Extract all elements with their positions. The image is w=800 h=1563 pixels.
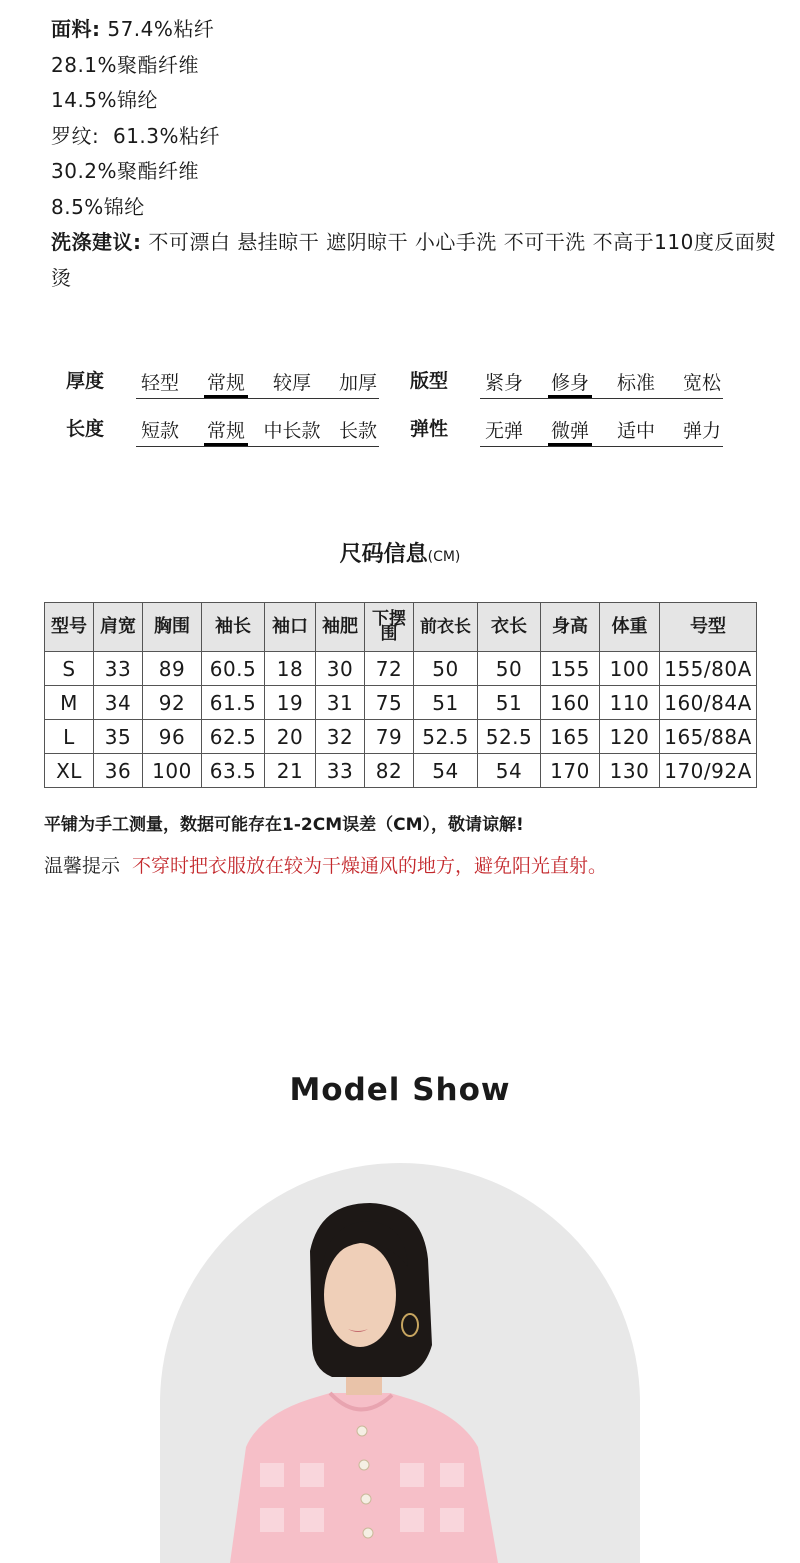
- size-row: [45, 686, 757, 720]
- size-header-cell: 型号: [45, 603, 94, 652]
- attribute-underline: [480, 398, 723, 399]
- size-cell: 160: [541, 686, 600, 720]
- size-cell: M: [45, 686, 94, 720]
- fabric-line: 28.1%聚酯纤维: [51, 52, 200, 77]
- model-show-title: Model Show: [289, 1072, 511, 1108]
- size-cell: 51: [414, 686, 478, 720]
- attribute-name: 长度: [66, 418, 105, 440]
- size-table: [44, 602, 757, 788]
- size-header-cell: 号型: [660, 603, 757, 652]
- attribute-option: 标准: [616, 372, 655, 394]
- size-cell: 54: [414, 754, 478, 788]
- size-cell: 160/84A: [660, 686, 757, 720]
- size-cell: 89: [143, 652, 202, 686]
- size-cell: 75: [365, 686, 414, 720]
- fabric-line: 14.5%锦纶: [51, 88, 159, 112]
- attribute-option: 适中: [616, 420, 655, 442]
- size-cell: 165/88A: [660, 720, 757, 754]
- size-cell: 96: [143, 720, 202, 754]
- size-cell: 20: [265, 720, 316, 754]
- size-header-cell: 袖口: [265, 603, 316, 652]
- model-figure: [160, 1163, 640, 1563]
- size-cell: 170/92A: [660, 754, 757, 788]
- size-cell: 52.5: [414, 720, 478, 754]
- size-cell: 79: [365, 720, 414, 754]
- size-cell: 36: [94, 754, 143, 788]
- size-cell: 62.5: [202, 720, 265, 754]
- attribute-name: 厚度: [66, 370, 105, 392]
- attribute-name: 版型: [410, 370, 449, 392]
- size-row: [45, 720, 757, 754]
- fabric-label: 面料:: [51, 17, 101, 41]
- size-cell: 100: [600, 652, 660, 686]
- size-table-header: [45, 603, 757, 652]
- model-photo: [160, 1163, 640, 1563]
- size-cell: 63.5: [202, 754, 265, 788]
- product-attributes: [0, 360, 800, 460]
- size-cell: 34: [94, 686, 143, 720]
- size-cell: 60.5: [202, 652, 265, 686]
- attribute-underline: [480, 446, 723, 447]
- care-tip: [44, 851, 607, 878]
- tip-text: 不穿时把衣服放在较为干燥通风的地方，避免阳光直射。: [132, 855, 608, 877]
- size-cell: 120: [600, 720, 660, 754]
- attribute-option: 中长款: [263, 420, 321, 442]
- attribute-option: 长款: [338, 420, 377, 442]
- size-header-cell: 体重: [600, 603, 660, 652]
- wash-label: 洗涤建议:: [51, 230, 142, 254]
- size-cell: 33: [94, 652, 143, 686]
- size-cell: 61.5: [202, 686, 265, 720]
- size-cell: 155: [541, 652, 600, 686]
- size-cell: 72: [365, 652, 414, 686]
- size-header-cell: 袖肥: [316, 603, 365, 652]
- size-cell: 92: [143, 686, 202, 720]
- attribute-option: 宽松: [682, 372, 721, 394]
- size-cell: 52.5: [478, 720, 541, 754]
- size-cell: 35: [94, 720, 143, 754]
- size-header-cell: 衣长: [478, 603, 541, 652]
- size-header-cell: 身高: [541, 603, 600, 652]
- size-cell: 31: [316, 686, 365, 720]
- size-row: [45, 754, 757, 788]
- size-cell: 82: [365, 754, 414, 788]
- size-cell: 50: [478, 652, 541, 686]
- wash-text: 不可漂白 悬挂晾干 遮阴晾干 小心手洗 不可干洗 不高于110度反面熨烫: [51, 230, 776, 290]
- size-cell: 21: [265, 754, 316, 788]
- size-cell: 170: [541, 754, 600, 788]
- size-cell: S: [45, 652, 94, 686]
- size-row: [45, 652, 757, 686]
- attribute-option: 较厚: [272, 372, 311, 394]
- attribute-option: 常规: [206, 420, 245, 442]
- rib-line: 8.5%锦纶: [51, 194, 145, 219]
- size-header-cell: 肩宽: [94, 603, 143, 652]
- attribute-option: 紧身: [484, 372, 523, 394]
- size-cell: 110: [600, 686, 660, 720]
- size-cell: 165: [541, 720, 600, 754]
- size-cell: 130: [600, 754, 660, 788]
- size-cell: 50: [414, 652, 478, 686]
- size-cell: 54: [478, 754, 541, 788]
- size-cell: 100: [143, 754, 202, 788]
- size-cell: 18: [265, 652, 316, 686]
- attribute-option: 无弹: [484, 420, 523, 442]
- rib-line: 30.2%聚酯纤维: [51, 159, 200, 183]
- size-cell: 155/80A: [660, 652, 757, 686]
- rib-label: 罗纹:: [51, 123, 100, 148]
- attribute-option: 微弹: [550, 420, 589, 442]
- rib-line: 61.3%粘纤: [112, 123, 221, 148]
- size-cell: 33: [316, 754, 365, 788]
- attribute-option: 加厚: [338, 372, 377, 394]
- size-header-cell: 袖长: [202, 603, 265, 652]
- size-cell: 30: [316, 652, 365, 686]
- measurement-note: 平铺为手工测量，数据可能存在1-2CM误差（CM），敬请谅解!: [44, 815, 524, 835]
- size-header-cell: 胸围: [143, 603, 202, 652]
- attribute-option: 短款: [140, 420, 179, 442]
- size-cell: L: [45, 720, 94, 754]
- attribute-name: 弹性: [410, 418, 449, 440]
- attribute-underline: [136, 446, 379, 447]
- attribute-underline: [136, 398, 379, 399]
- size-cell: 32: [316, 720, 365, 754]
- fabric-line: 57.4%粘纤: [107, 17, 215, 41]
- size-unit: (CM): [427, 549, 461, 565]
- attribute-option: 常规: [206, 372, 245, 394]
- size-cell: XL: [45, 754, 94, 788]
- size-header-cell: 前衣长: [414, 603, 478, 652]
- attribute-option: 修身: [550, 372, 589, 394]
- size-info-title: [0, 537, 800, 568]
- size-title-text: 尺码信息: [339, 542, 428, 567]
- material-info: [51, 12, 781, 296]
- size-cell: 51: [478, 686, 541, 720]
- size-cell: 19: [265, 686, 316, 720]
- size-header-cell: 下摆围: [365, 603, 414, 652]
- attribute-option: 轻型: [140, 372, 179, 394]
- tip-label: 温馨提示: [44, 855, 121, 877]
- attribute-option: 弹力: [682, 420, 721, 442]
